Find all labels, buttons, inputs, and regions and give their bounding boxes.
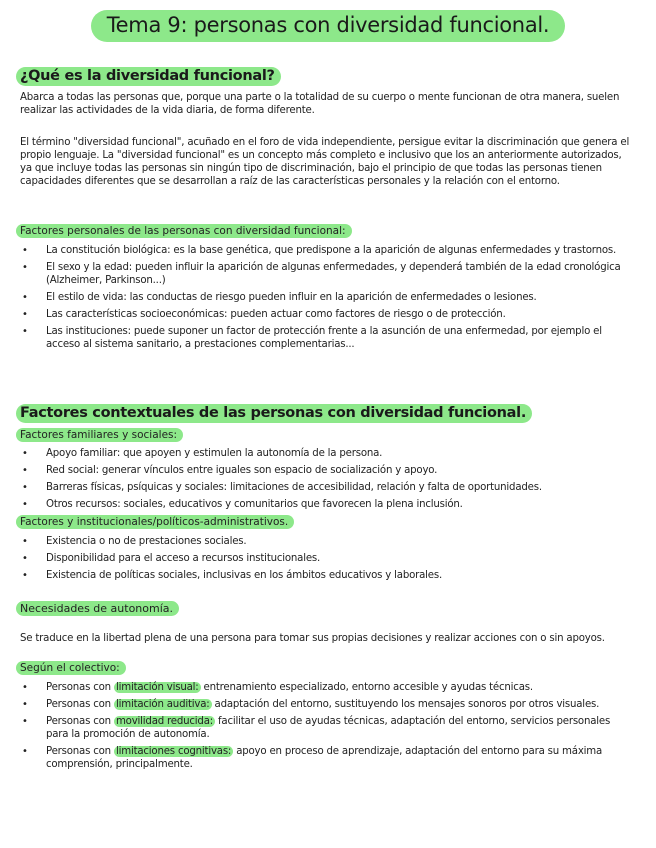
paragraph-definition: Abarca a todas las personas que, porque una parte o la totalidad de su cuerpo o mente funcionan de otra manera, suelen realizar las actividades de la vida diaria, de forma diferente. bbox=[20, 92, 620, 116]
bullet-icon: • bbox=[22, 448, 28, 459]
list-item-prefix: Personas con bbox=[46, 746, 114, 757]
list-family-social bbox=[20, 447, 635, 515]
bullet-icon: • bbox=[22, 570, 28, 581]
list-item bbox=[20, 715, 635, 741]
list-item-text: La constitución biológica: es la base genética, que predispone a la aparición de algunas enfermedades y trastornos. bbox=[46, 245, 617, 256]
list-item-highlight: limitación auditiva: bbox=[115, 699, 210, 710]
list-item-text: adaptación del entorno, sustituyendo los mensajes sonoros por otros visuales. bbox=[211, 699, 600, 710]
list-item bbox=[20, 447, 635, 460]
title-wrap bbox=[0, 10, 656, 42]
list-item-text: apoyo en proceso de aprendizaje, adaptación del entorno para su máxima comprensión, principalmente. bbox=[46, 746, 603, 770]
heading-autonomy: Necesidades de autonomía. bbox=[16, 601, 179, 616]
list-item bbox=[20, 745, 635, 771]
list-item-highlight: movilidad reducida: bbox=[115, 716, 213, 727]
list-item bbox=[20, 569, 635, 582]
list-item bbox=[20, 498, 635, 511]
bullet-icon: • bbox=[22, 536, 28, 547]
list-item-text: Las características socioeconómicas: pueden actuar como factores de riesgo o de protección. bbox=[46, 309, 506, 320]
list-item-text: Apoyo familiar: que apoyen y estimulen la autonomía de la persona. bbox=[46, 448, 383, 459]
list-item bbox=[20, 308, 635, 321]
heading-personal-factors: Factores personales de las personas con diversidad funcional: bbox=[16, 224, 352, 238]
list-personal-factors bbox=[20, 244, 635, 355]
list-item-text: Barreras físicas, psíquicas y sociales: limitaciones de accesibilidad, relación y falta de oportunidades. bbox=[46, 482, 542, 493]
list-by-group bbox=[20, 681, 635, 775]
list-item-text: facilitar el uso de ayudas técnicas, adaptación del entorno, servicios personales para la promoción de autonomía. bbox=[46, 716, 611, 740]
bullet-icon: • bbox=[22, 262, 28, 273]
list-item bbox=[20, 481, 635, 494]
paragraph-autonomy: Se traduce en la libertad plena de una persona para tomar sus propias decisiones y realizar acciones con o sin apoyos. bbox=[20, 633, 605, 644]
heading-what-is: ¿Qué es la diversidad funcional? bbox=[16, 67, 281, 86]
bullet-icon: • bbox=[22, 699, 28, 710]
list-item-prefix: Personas con bbox=[46, 699, 114, 710]
list-item-text: Otros recursos: sociales, educativos y comunitarios que favorecen la plena inclusión. bbox=[46, 499, 463, 510]
bullet-icon: • bbox=[22, 499, 28, 510]
list-item bbox=[20, 261, 635, 287]
list-item-text: entrenamiento especializado, entorno accesible y ayudas técnicas. bbox=[200, 682, 533, 693]
bullet-icon: • bbox=[22, 292, 28, 303]
bullet-icon: • bbox=[22, 553, 28, 564]
list-item-highlight: limitaciones cognitivas: bbox=[115, 746, 232, 757]
list-item bbox=[20, 325, 635, 351]
bullet-icon: • bbox=[22, 309, 28, 320]
bullet-icon: • bbox=[22, 465, 28, 476]
list-institutional bbox=[20, 535, 635, 586]
list-item bbox=[20, 291, 635, 304]
list-item bbox=[20, 535, 635, 548]
bullet-icon: • bbox=[22, 482, 28, 493]
bullet-icon: • bbox=[22, 326, 28, 337]
bullet-icon: • bbox=[22, 245, 28, 256]
list-item bbox=[20, 552, 635, 565]
list-item-text: Disponibilidad para el acceso a recursos institucionales. bbox=[46, 553, 321, 564]
list-item-highlight: limitación visual: bbox=[115, 682, 199, 693]
paragraph-term: El término "diversidad funcional", acuñado en el foro de vida independiente, persigue evitar la discriminación que genera el propio lenguaje. La "diversidad funcional" es un concepto más completo e inclusivo que los an anteriormente autorizados, ya que incluye todas las personas sin ningún tipo de discriminación, bajo el principio de que todas las personas tienen capacidades diferentes que se desarrollan a raíz de las características personales y la relación con el entorno. bbox=[20, 137, 630, 187]
heading-family-social: Factores familiares y sociales: bbox=[16, 428, 183, 442]
list-item bbox=[20, 464, 635, 477]
list-item-text: Las instituciones: puede suponer un factor de protección frente a la asunción de una enfermedad, por ejemplo el acceso al sistema sanitario, a prestaciones complementarias... bbox=[46, 326, 602, 350]
list-item bbox=[20, 698, 635, 711]
heading-institutional: Factores y institucionales/políticos-administrativos. bbox=[16, 515, 294, 529]
list-item-prefix: Personas con bbox=[46, 716, 114, 727]
list-item-text: Existencia o no de prestaciones sociales. bbox=[46, 536, 247, 547]
list-item-text: El estilo de vida: las conductas de riesgo pueden influir en la aparición de enfermedades o lesiones. bbox=[46, 292, 537, 303]
heading-by-group: Según el colectivo: bbox=[16, 661, 126, 675]
list-item-text: Existencia de políticas sociales, inclusivas en los ámbitos educativos y laborales. bbox=[46, 570, 443, 581]
list-item bbox=[20, 681, 635, 694]
list-item-text: Red social: generar vínculos entre iguales son espacio de socialización y apoyo. bbox=[46, 465, 438, 476]
bullet-icon: • bbox=[22, 682, 28, 693]
list-item bbox=[20, 244, 635, 257]
list-item-text: El sexo y la edad: pueden influir la aparición de algunas enfermedades, y dependerá también de la edad cronológica (Alzheimer, Parkinson...) bbox=[46, 262, 621, 286]
bullet-icon: • bbox=[22, 746, 28, 757]
bullet-icon: • bbox=[22, 716, 28, 727]
list-item-prefix: Personas con bbox=[46, 682, 114, 693]
page-title: Tema 9: personas con diversidad funcional. bbox=[91, 10, 566, 42]
heading-contextual-factors: Factores contextuales de las personas con diversidad funcional. bbox=[16, 404, 532, 423]
